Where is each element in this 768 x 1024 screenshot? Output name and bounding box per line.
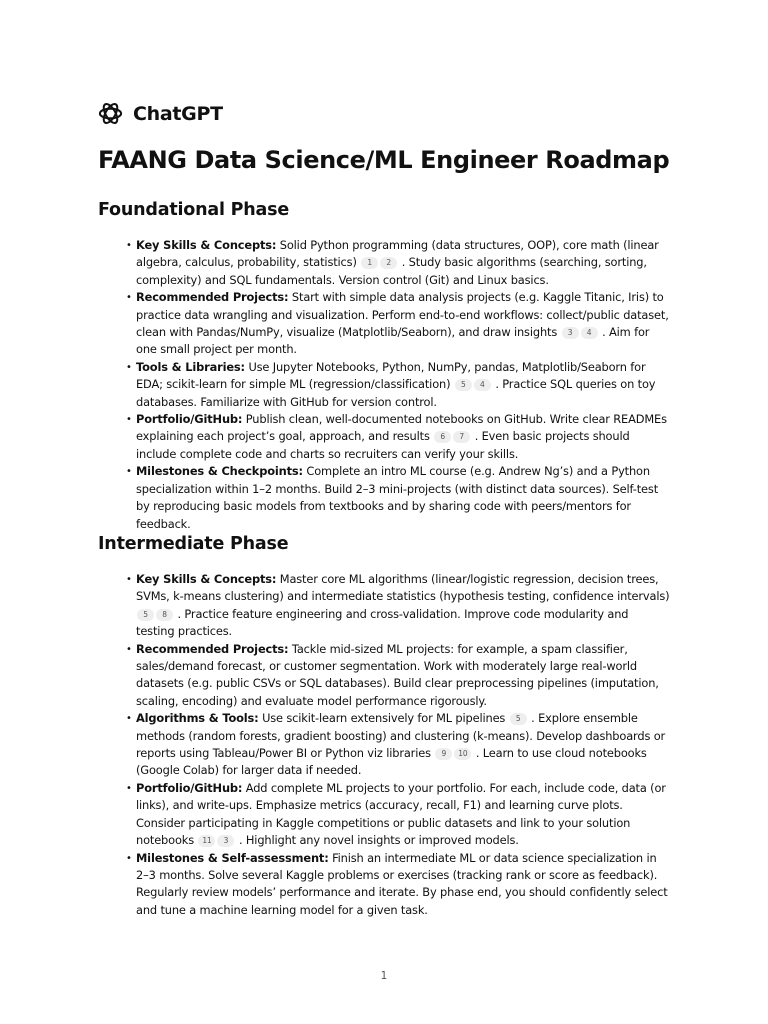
item-text: Complete an intro ML course (e.g. Andrew Ng’s) and a Python specialization within 1–2 months. Build 2–3 mini-projects (with distinct data sources). Self-test by reproducing basic models from textbooks and by sharing code with peers/mentors for feedback. <box>136 464 659 531</box>
item-label: Recommended Projects: <box>136 290 289 305</box>
page-title: FAANG Data Science/ML Engineer Roadmap <box>98 146 670 174</box>
list-item <box>0 780 670 850</box>
item-text: Finish an intermediate ML or data science specialization in 2–3 months. Solve several Kaggle problems or exercises (tracking rank or score as feedback). Regularly review models’ performance and iterate. By phase end, you should confidently select and tune a machine learning model for a given task. <box>136 850 668 917</box>
intermediate-list <box>0 571 768 919</box>
openai-logo-icon <box>97 100 124 127</box>
list-item <box>0 411 670 463</box>
item-label: Algorithms & Tools: <box>136 711 259 726</box>
item-label: Tools & Libraries: <box>136 359 245 374</box>
item-text: Start with simple data analysis projects (e.g. Kaggle Titanic, Iris) to practice data wrangling and visualization. Perform end-to-end workflows: collect/public dataset, clean with Pandas/NumPy, visualize (Matplotlib/Seaborn), and draw insights <box>136 290 669 340</box>
item-label: Recommended Projects: <box>136 641 289 656</box>
citation-badge[interactable]: 3 <box>562 327 579 339</box>
item-text: . Even basic projects should include complete code and charts so recruiters can verify your skills. <box>136 429 630 461</box>
item-label: Milestones & Checkpoints: <box>136 464 303 479</box>
citation-badge[interactable]: 5 <box>137 609 154 621</box>
item-text: Use Jupyter Notebooks, Python, NumPy, pandas, Matplotlib/Seaborn for EDA; scikit-learn for simple ML (regression/classification) <box>136 359 646 392</box>
list-item <box>0 571 670 641</box>
item-text: . Practice SQL queries on toy databases. Familiarize with GitHub for version control. <box>136 377 656 409</box>
list-item <box>0 641 670 711</box>
brand-name: ChatGPT <box>133 102 223 125</box>
page-number: 1 <box>380 970 388 982</box>
citation-badge[interactable]: 5 <box>455 379 472 391</box>
list-item <box>0 850 670 920</box>
section-heading-foundational: Foundational Phase <box>98 200 290 220</box>
item-text: Publish clean, well-documented notebooks on GitHub. Write clear READMEs explaining each project’s goal, approach, and results <box>136 412 667 444</box>
item-text: . Explore ensemble methods (random forests, gradient boosting) and clustering (k-means). Develop dashboards or reports using Tableau/Power BI or Python viz libraries <box>136 711 666 761</box>
list-item <box>0 710 670 780</box>
item-label: Key Skills & Concepts: <box>136 238 277 252</box>
item-text: Tackle mid-sized ML projects: for example, a spam classifier, sales/demand forecast, or customer segmentation. Work with moderately large real-world datasets (e.g. public CSVs or SQL databases). Build clear preprocessing pipelines (imputation, scaling, encoding) and evaluate model performance rigorously. <box>136 641 659 708</box>
item-text: . Study basic algorithms (searching, sorting, complexity) and SQL fundamentals. Version control (Git) and Linux basics. <box>136 255 647 287</box>
list-item <box>0 359 670 411</box>
item-text: . Highlight any novel insights or improved models. <box>235 833 519 848</box>
item-text: Add complete ML projects to your portfolio. For each, include code, data (or links), and write-ups. Emphasize metrics (accuracy, recall, F1) and learning curve plots. Consider participating in Kaggle competitions or public datasets and link to your solution notebooks <box>136 780 666 848</box>
item-text: Use scikit-learn extensively for ML pipelines <box>258 711 509 726</box>
citation-badge[interactable]: 5 <box>510 713 527 725</box>
section-heading-intermediate: Intermediate Phase <box>98 534 289 554</box>
citation-badge[interactable]: 4 <box>474 379 491 391</box>
item-text: . Practice feature engineering and cross-validation. Improve code modularity and testing practices. <box>136 606 629 639</box>
list-item <box>0 463 670 533</box>
citation-badge[interactable]: 3 <box>217 835 234 847</box>
item-text: . Learn to use cloud notebooks (Google Colab) for larger data if needed. <box>136 746 647 778</box>
item-text: . Aim for one small project per month. <box>136 325 650 357</box>
list-item <box>0 237 670 289</box>
citation-badge[interactable]: 6 <box>434 431 451 443</box>
item-label: Portfolio/GitHub: <box>136 412 243 427</box>
citation-badge[interactable]: 1 <box>361 257 378 269</box>
list-item <box>0 289 670 359</box>
citation-badge[interactable]: 2 <box>380 257 397 269</box>
item-label: Portfolio/GitHub: <box>136 780 243 795</box>
citation-badge[interactable]: 4 <box>581 327 598 339</box>
citation-badge[interactable]: 7 <box>453 431 470 443</box>
item-text: Master core ML algorithms (linear/logistic regression, decision trees, SVMs, k-means clustering) and intermediate statistics (hypothesis testing, confidence intervals) <box>136 572 670 604</box>
foundational-list <box>0 237 768 533</box>
brand-header <box>97 100 223 127</box>
citation-badge[interactable]: 11 <box>198 835 215 847</box>
citation-badge[interactable]: 10 <box>454 748 471 760</box>
item-label: Milestones & Self-assessment: <box>136 850 329 865</box>
item-label: Key Skills & Concepts: <box>136 572 277 586</box>
item-text: Solid Python programming (data structures, OOP), core math (linear algebra, calculus, probability, statistics) <box>136 238 659 270</box>
citation-badge[interactable]: 9 <box>435 748 452 760</box>
citation-badge[interactable]: 8 <box>156 609 173 621</box>
